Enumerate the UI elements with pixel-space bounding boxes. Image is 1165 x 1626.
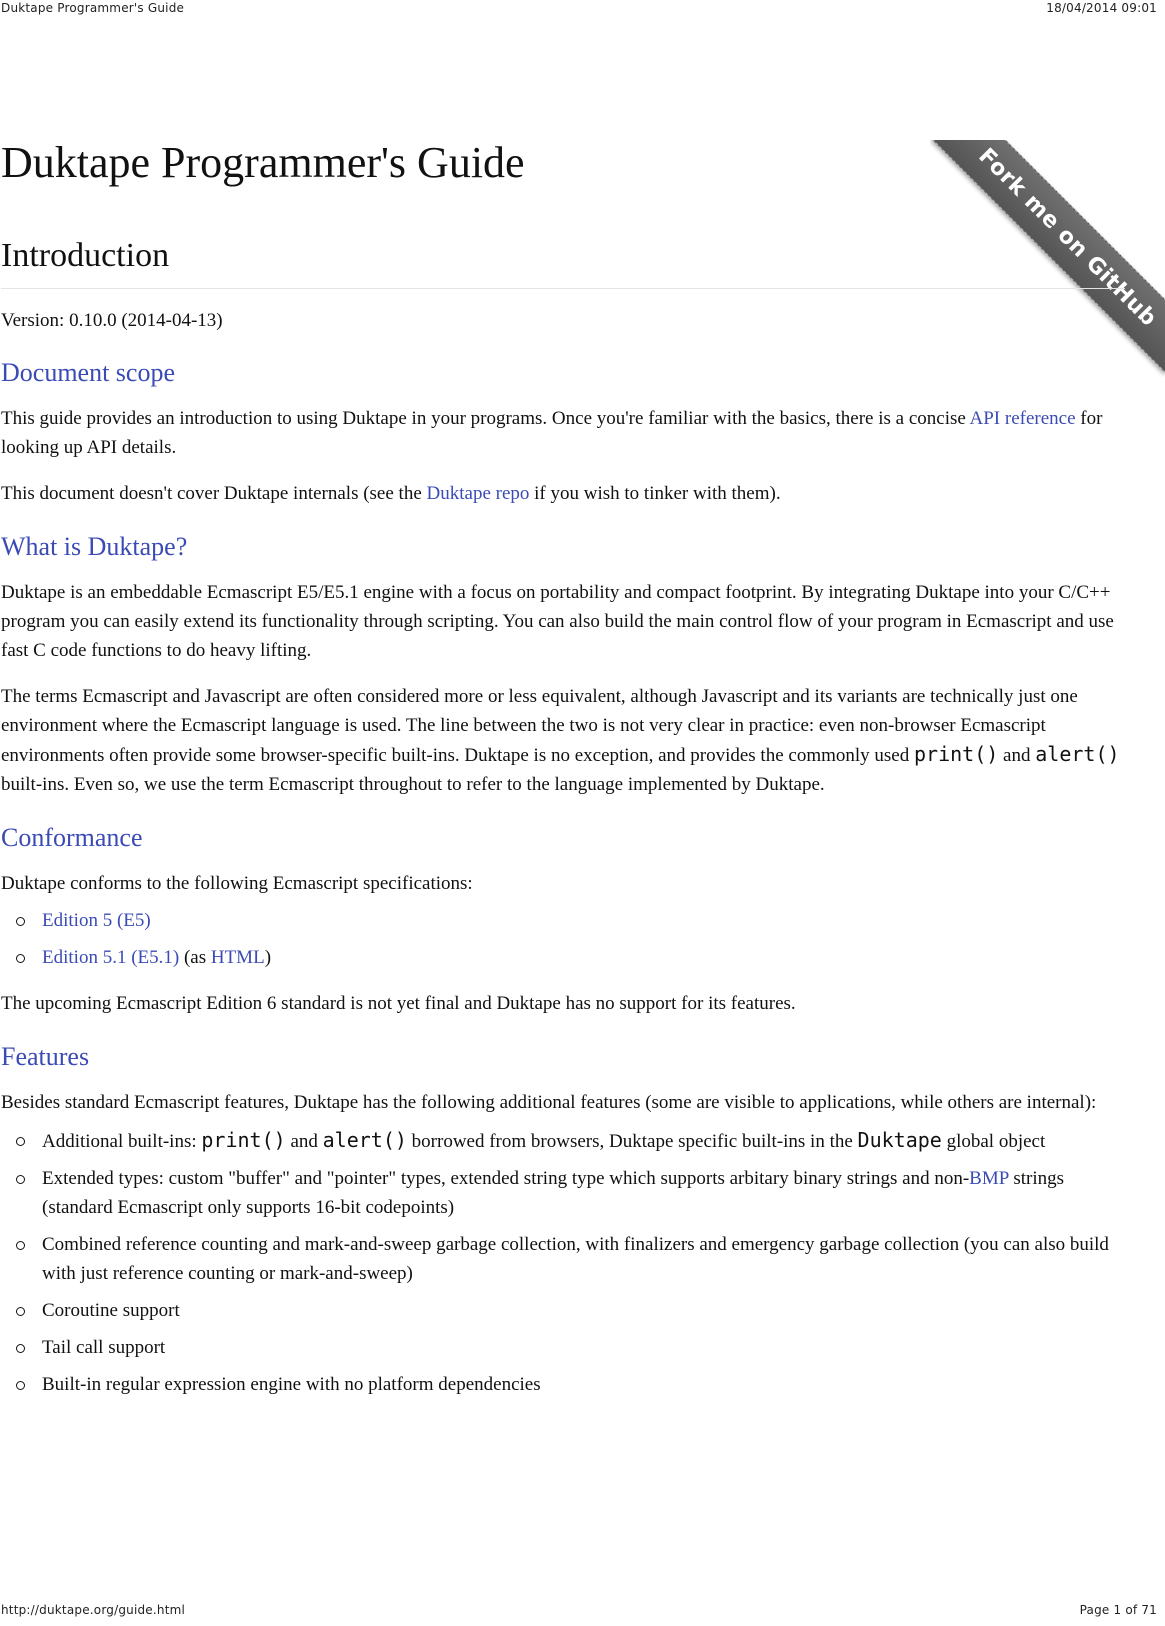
conformance-outro: The upcoming Ecmascript Edition 6 standard is not yet final and Duktape has no support for its features. <box>1 993 796 1014</box>
list-item: Built-in regular expression engine with no platform dependencies <box>1 1370 1125 1399</box>
api-reference-link[interactable]: API reference <box>969 408 1076 429</box>
heading-what-is-duktape: What is Duktape? <box>1 532 188 561</box>
edition-5-1-link[interactable]: Edition 5.1 (E5.1) <box>42 947 180 968</box>
print-header-datetime: 18/04/2014 09:01 <box>1046 1 1157 15</box>
print-header-title: Duktape Programmer's Guide <box>1 1 185 15</box>
edition-5-link[interactable]: Edition 5 (E5) <box>42 910 151 931</box>
conformance-intro: Duktape conforms to the following Ecmascript specifications: <box>1 873 473 894</box>
fork-me-ribbon-label[interactable]: Fork me on GitHub <box>932 140 1165 373</box>
heading-document-scope: Document scope <box>1 358 176 387</box>
bullet-icon <box>16 1241 25 1250</box>
section-title-introduction: Introduction <box>1 232 1125 289</box>
bullet-icon <box>16 1137 25 1146</box>
version-text: Version: 0.10.0 (2014-04-13) <box>1 310 223 331</box>
conformance-list <box>1 906 1125 972</box>
document-title: Duktape Programmer's Guide <box>1 138 525 187</box>
scope-paragraph-2: This document doesn't cover Duktape internals (see the Duktape repo if you wish to tinker with them). <box>1 483 781 504</box>
scope-paragraph-1: This guide provides an introduction to using Duktape in your programs. Once you're familiar with the basics, there is a concise API reference for looking up API details. <box>1 408 1103 458</box>
features-list <box>1 1126 1125 1399</box>
bullet-icon <box>16 1344 25 1353</box>
bmp-link[interactable]: BMP <box>969 1168 1009 1189</box>
print-footer <box>0 1603 1165 1619</box>
list-item: Coroutine support <box>1 1296 1125 1325</box>
list-item: Additional built-ins: print() and alert() borrowed from browsers, Duktape specific built-ins in the Duktape global object <box>1 1126 1125 1156</box>
what-paragraph-2: The terms Ecmascript and Javascript are often considered more or less equivalent, although Javascript and its variants are technically just one environment where the Ecmascript language is used. The line between the two is not very clear in practice: even non-browser Ecmascript environments often provide some browser-specific built-ins. Duktape is no exception, and provides the commonly used print() and alert() built-ins. Even so, we use the term Ecmascript throughout to refer to the language implemented by Duktape. <box>1 686 1120 795</box>
bullet-icon <box>16 1175 25 1184</box>
code-alert: alert() <box>1035 742 1120 766</box>
print-header <box>0 1 1165 17</box>
list-item: Combined reference counting and mark-and-sweep garbage collection, with finalizers and emergency garbage collection (you can also build with just reference counting or mark-and-sweep) <box>1 1230 1125 1288</box>
print-footer-url: http://duktape.org/guide.html <box>1 1603 186 1617</box>
list-item: Tail call support <box>1 1333 1125 1362</box>
heading-conformance: Conformance <box>1 823 143 852</box>
main-content <box>1 132 1125 1399</box>
code-print: print() <box>914 742 999 766</box>
bullet-icon <box>16 954 25 963</box>
list-item: Extended types: custom "buffer" and "pointer" types, extended string type which supports arbitary binary strings and non-BMP strings (standard Ecmascript only supports 16-bit codepoints) <box>1 1164 1125 1222</box>
print-footer-page: Page 1 of 71 <box>1079 1603 1157 1617</box>
what-paragraph-1: Duktape is an embeddable Ecmascript E5/E5.1 engine with a focus on portability and compact footprint. By integrating Duktape into your C/C++ program you can easily extend its functionality through scripting. You can also build the main control flow of your program in Ecmascript and use fast C code functions to do heavy lifting. <box>1 582 1114 661</box>
list-item <box>1 906 1125 935</box>
features-intro: Besides standard Ecmascript features, Duktape has the following additional features (some are visible to applications, while others are internal): <box>1 1092 1097 1113</box>
duktape-repo-link[interactable]: Duktape repo <box>426 483 530 504</box>
heading-features: Features <box>1 1042 90 1071</box>
bullet-icon <box>16 1381 25 1390</box>
bullet-icon <box>16 1307 25 1316</box>
bullet-icon <box>16 917 25 926</box>
html-link[interactable]: HTML <box>210 947 265 968</box>
list-item: Edition 5.1 (E5.1) (as HTML) <box>1 943 1125 972</box>
